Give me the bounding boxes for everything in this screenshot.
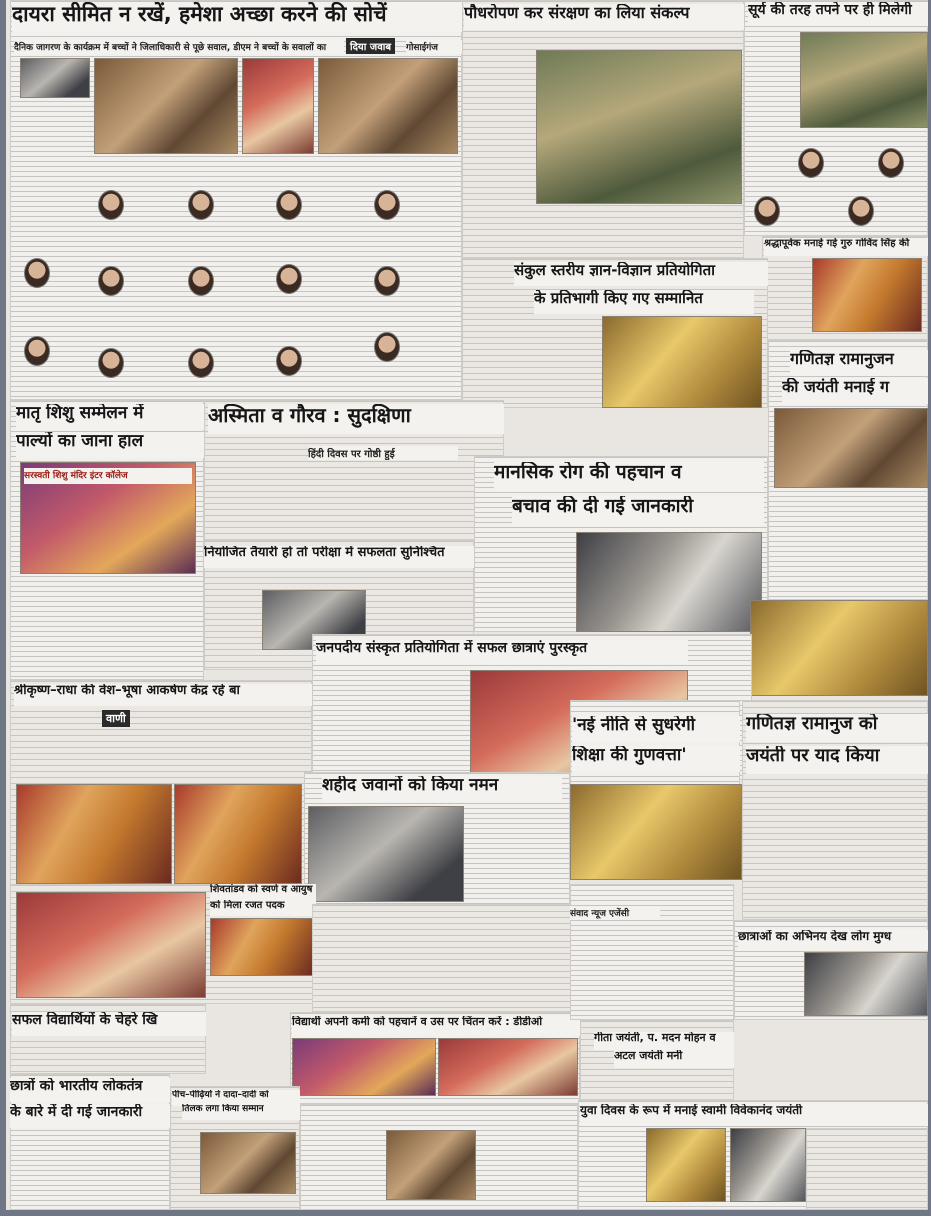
headline-ganit-1a: गणितज्ञ रामानुजन (790, 350, 928, 376)
portrait-12 (188, 348, 214, 378)
headline-krishna: श्रीकृष्ण–राधा की वेश–भूषा आकर्षण केंद्र रहे बा (14, 684, 312, 706)
headline-peechh-2: तिलक लगा किया सम्मान (182, 1104, 300, 1120)
photo-sankul-award (602, 316, 762, 408)
headline-sankul-2: के प्रतिभागी किए गए सम्मानित (534, 290, 754, 314)
headline-matru-2: पाल्यों का जाना हाल (16, 432, 204, 458)
portrait-surya-4 (848, 196, 874, 226)
headline-vidyarthi: विद्यार्थी अपनी कमी को पहचानें व उस पर चिंतन करें : डीडीओ (292, 1016, 580, 1036)
photo-guru (812, 258, 922, 332)
headline-safal: सफल विद्यार्थियों के चेहरे खि (12, 1012, 206, 1036)
portrait-11 (98, 348, 124, 378)
photo-shaheed-classroom (570, 784, 742, 880)
photo-mansik (576, 532, 762, 632)
headline-ganit-1b: की जयंती मनाई ग (782, 378, 928, 404)
clipping-text-column-d (806, 1128, 928, 1210)
headline-plantation: पौधरोपण कर संरक्षण का लिया संकल्प (464, 4, 746, 30)
portrait-5 (24, 258, 50, 288)
headline-yuva: युवा दिवस के रूप में मनाई स्वामी विवेकानंद जयंती (580, 1104, 928, 1126)
photo-logo-small (20, 58, 90, 98)
headline-nai-niti-1: 'नई नीति से सुधरेगी (572, 716, 740, 742)
headline-guru: श्रद्धापूर्वक मनाई गई गुरु गोविंद सिंह की (764, 238, 928, 256)
photo-krishna-1 (16, 784, 172, 884)
headline-ganit-2b: जयंती पर याद किया (746, 746, 928, 774)
headline-surya: सूर्य की तरह तपने पर ही मिलेगी (748, 2, 928, 26)
portrait-7 (188, 266, 214, 296)
photo-vidyarthi-1 (292, 1038, 436, 1096)
portrait-4 (374, 190, 400, 220)
photo-peechh (200, 1132, 296, 1194)
photo-shivtandav-2 (210, 918, 314, 976)
headline-niyojit: नियोजित तैयारी हो तो परीक्षा में सफलता सुनिश्चित (204, 546, 474, 568)
headline-shivtandav: शिवतांडव को स्वर्ण व आयुष (210, 884, 316, 902)
portrait-2 (188, 190, 214, 220)
photo-vidyarthi-2 (438, 1038, 578, 1096)
photo-plantation-students (536, 50, 742, 204)
photo-misc-bottom (386, 1130, 476, 1200)
headline-janpad: जनपदीय संस्कृत प्रतियोगिता में सफल छात्राएं पुरस्कृत (316, 640, 688, 664)
headline-asmita: अस्मिता व गौरव : सुदक्षिणा (208, 404, 504, 434)
photo-shaheed-parade (308, 806, 464, 902)
portrait-9 (374, 266, 400, 296)
portrait-14 (374, 332, 400, 362)
photo-dm-table (318, 58, 458, 154)
headline-chhatron-2: के बारे में दी गई जानकारी (10, 1104, 170, 1128)
portrait-surya-1 (798, 148, 824, 178)
photo-surya-class (800, 32, 928, 128)
label-vani: वाणी (102, 710, 130, 727)
subhead-dm-questions: दैनिक जागरण के कार्यक्रम में बच्चों ने जिलाधिकारी से पूछे सवाल, डीएम ने बच्चों के सवालों का (14, 40, 344, 54)
headline-geeta-2: अटल जयंती मनी (614, 1050, 734, 1068)
photo-krishna-2 (174, 784, 302, 884)
subhead-tag: दिया जवाब (346, 38, 395, 54)
portrait-13 (276, 346, 302, 376)
headline-peechh: पीच–पीढ़ियों ने दादा–दादी को (172, 1090, 300, 1106)
headline-mansik-2: बचाव की दी गई जानकारी (512, 496, 764, 526)
headline-ganit-2a: गणितज्ञ रामानुज को (746, 714, 928, 742)
portrait-10 (24, 336, 50, 366)
agency-credit: संवाद न्यूज एजेंसी (570, 906, 660, 920)
clipping-nai-niti (570, 700, 740, 786)
clipping-text-column-a (312, 904, 580, 1012)
subhead-location: गोसाईगंज (406, 40, 462, 54)
photo-shivtandav-group (16, 892, 206, 998)
portrait-6 (98, 266, 124, 296)
headline-geeta-1: गीता जयंती, प. मदन मोहन व (594, 1032, 734, 1050)
clipping-text-column-b (570, 884, 734, 1020)
headline-sankul: संकुल स्तरीय ज्ञान-विज्ञान प्रतियोगिता (514, 262, 768, 286)
headline-hindi-diwas: हिंदी दिवस पर गोष्ठी हुई (308, 446, 458, 460)
portrait-surya-3 (754, 196, 780, 226)
banner-saraswati: सरस्वती शिशु मंदिर इंटर कॉलेज (24, 468, 192, 484)
photo-yuva-1 (646, 1128, 726, 1202)
headline-mansik-1: मानसिक रोग की पहचान व (494, 462, 764, 492)
portrait-1 (98, 190, 124, 220)
portrait-3 (276, 190, 302, 220)
headline-shivtandav-2: को मिला रजत पदक (210, 900, 316, 916)
headline-nai-niti-2: शिक्षा की गुणवत्ता' (572, 746, 740, 772)
headline-abhinay: छात्राओं का अभिनय देख लोग मुग्ध (738, 930, 928, 950)
portrait-surya-2 (878, 148, 904, 178)
photo-student-speaking (242, 58, 314, 154)
headline-dayra-seemit: दायरा सीमित न रखें, हमेशा अच्छा करने की सोचें (12, 2, 462, 32)
photo-yuva-2 (730, 1128, 806, 1202)
photo-dm-hall (94, 58, 238, 154)
photo-abhinay (804, 952, 928, 1016)
headline-shaheed: शहीद जवानों को किया नमन (322, 776, 562, 802)
photo-ganit-right (750, 600, 928, 696)
newspaper-collage-board (6, 0, 928, 1210)
headline-matru-1: मातृ शिशु सम्मेलन में (16, 404, 204, 430)
portrait-8 (276, 264, 302, 294)
headline-chhatron-1: छात्रों को भारतीय लोकतंत्र (10, 1078, 170, 1102)
photo-ganit-1 (774, 408, 928, 488)
